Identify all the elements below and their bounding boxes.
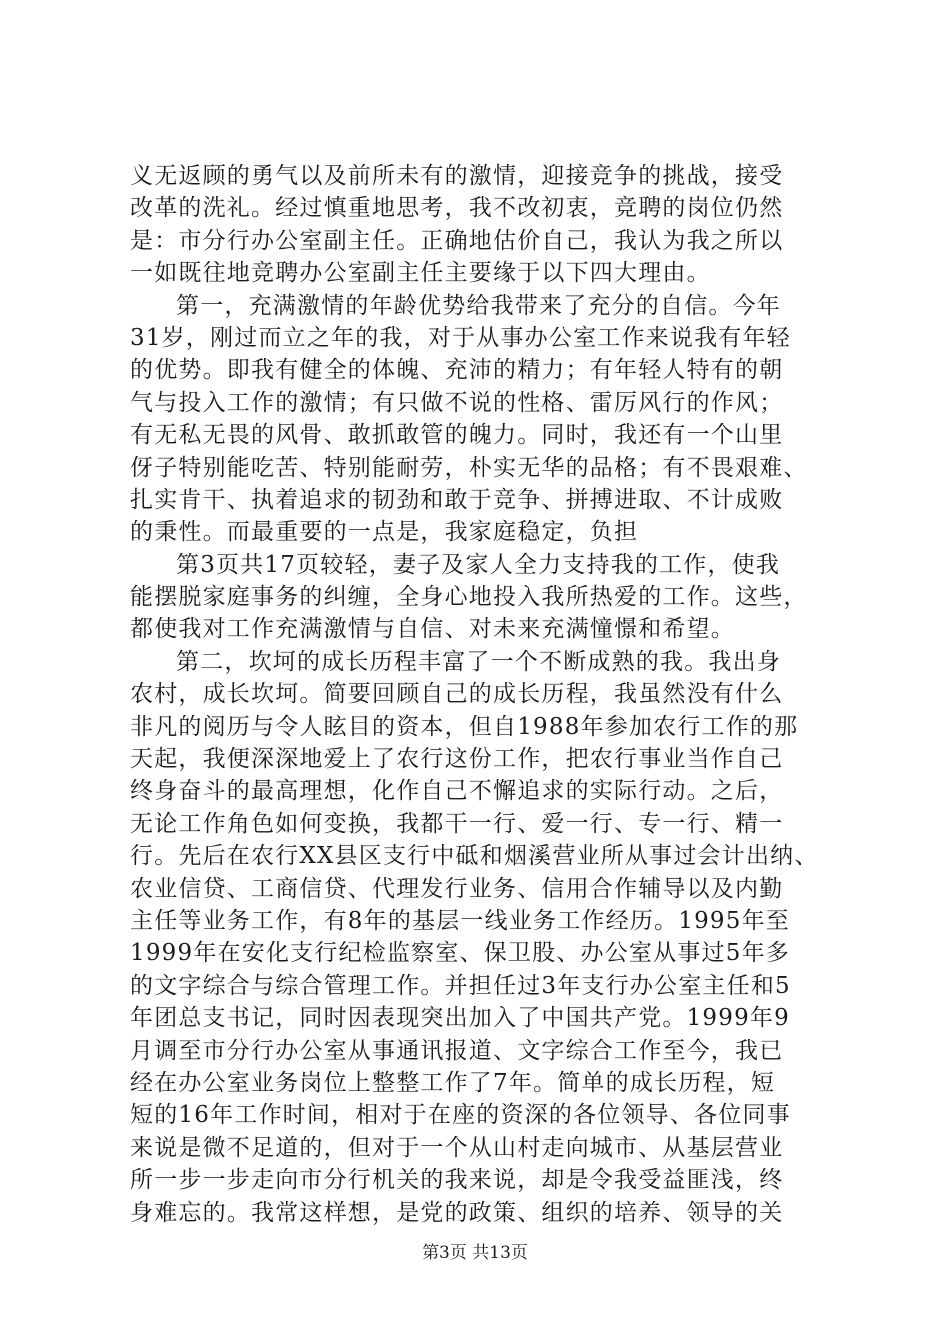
text-line: 天起，我便深深地爱上了农行这份工作，把农行事业当作自己 — [130, 746, 784, 773]
text-line: 来说是微不足道的，但对于一个从山村走向城市、从基层营业 — [130, 1134, 784, 1161]
text-line: 义无返顾的勇气以及前所未有的激情，迎接竞争的挑战，接受 — [130, 163, 784, 189]
text-line: 主任等业务工作，有8年的基层一线业务工作经历。1995年至 — [130, 907, 790, 934]
text-line: 年团总支书记，同时因表现突出加入了中国共产党。1999年9 — [130, 1005, 790, 1032]
text-line: 是：市分行办公室副主任。正确地估价自己，我认为我之所以 — [130, 227, 784, 254]
text-line: 都使我对工作充满激情与自信、对未来充满憧憬和希望。 — [130, 616, 735, 643]
text-line: 经在办公室业务岗位上整整工作了7年。简单的成长历程，短 — [130, 1069, 776, 1096]
paragraph-first-line: 第一，充满激情的年龄优势给我带来了充分的自信。今年 — [176, 292, 781, 319]
text-line: 农村，成长坎坷。简要回顾自己的成长历程，我虽然没有什么 — [130, 681, 784, 708]
text-line: 31岁，刚过而立之年的我，对于从事办公室工作来说我有年轻 — [130, 324, 791, 351]
text-line: 的文字综合与综合管理工作。并担任过3年支行办公室主任和5 — [130, 972, 791, 999]
body-text — [130, 160, 830, 1229]
text-line: 1999年在安化支行纪检监察室、保卫股、办公室从事过5年多 — [130, 940, 790, 967]
text-line: 的优势。即我有健全的体魄、充沛的精力；有年轻人特有的朝 — [130, 357, 784, 384]
text-line: 非凡的阅历与令人眩目的资本，但自1988年参加农行工作的那 — [130, 713, 799, 740]
paragraph-first-line: 第3页共17页较轻，妻子及家人全力支持我的工作，使我 — [176, 551, 781, 578]
text-line: 短的16年工作时间，相对于在座的资深的各位领导、各位同事 — [130, 1102, 791, 1129]
page-footer: 第3页 共13页 — [422, 1243, 528, 1263]
text-line: 终身奋斗的最高理想，化作自己不懈追求的实际行动。之后， — [130, 778, 784, 805]
text-line: 农业信贷、工商信贷、代理发行业务、信用合作辅导以及内勤 — [130, 875, 784, 902]
text-line: 能摆脱家庭事务的纠缠，全身心地投入我所热爱的工作。这些， — [130, 584, 808, 611]
text-line: 伢子特别能吃苦、特别能耐劳，朴实无华的品格；有不畏艰难、 — [130, 454, 808, 481]
text-line: 气与投入工作的激情；有只做不说的性格、雷厉风行的作风； — [130, 389, 784, 416]
text-line: 行。先后在农行XX县区支行中砥和烟溪营业所从事过会计出纳、 — [130, 843, 819, 870]
paragraph-first-line: 第二，坎坷的成长历程丰富了一个不断成熟的我。我出身 — [176, 648, 781, 675]
text-line: 改革的洗礼。经过慎重地思考，我不改初衷，竞聘的岗位仍然 — [130, 195, 784, 222]
text-line: 无论工作角色如何变换，我都干一行、爱一行、专一行、精一 — [130, 810, 784, 837]
text-line: 扎实肯干、执着追求的韧劲和敢于竞争、拼搏进取、不计成败 — [130, 486, 784, 513]
text-line: 身难忘的。我常这样想，是党的政策、组织的培养、领导的关 — [130, 1199, 784, 1226]
text-line: 一如既往地竞聘办公室副主任主要缘于以下四大理由。 — [130, 260, 711, 287]
text-line: 的秉性。而最重要的一点是，我家庭稳定，负担 — [130, 519, 639, 546]
text-line: 有无私无畏的风骨、敢抓敢管的魄力。同时，我还有一个山里 — [130, 422, 784, 449]
text-line: 月调至市分行办公室从事通讯报道、文字综合工作至今，我已 — [130, 1037, 784, 1064]
text-line: 所一步一步走向市分行机关的我来说，却是令我受益匪浅，终 — [130, 1167, 784, 1194]
